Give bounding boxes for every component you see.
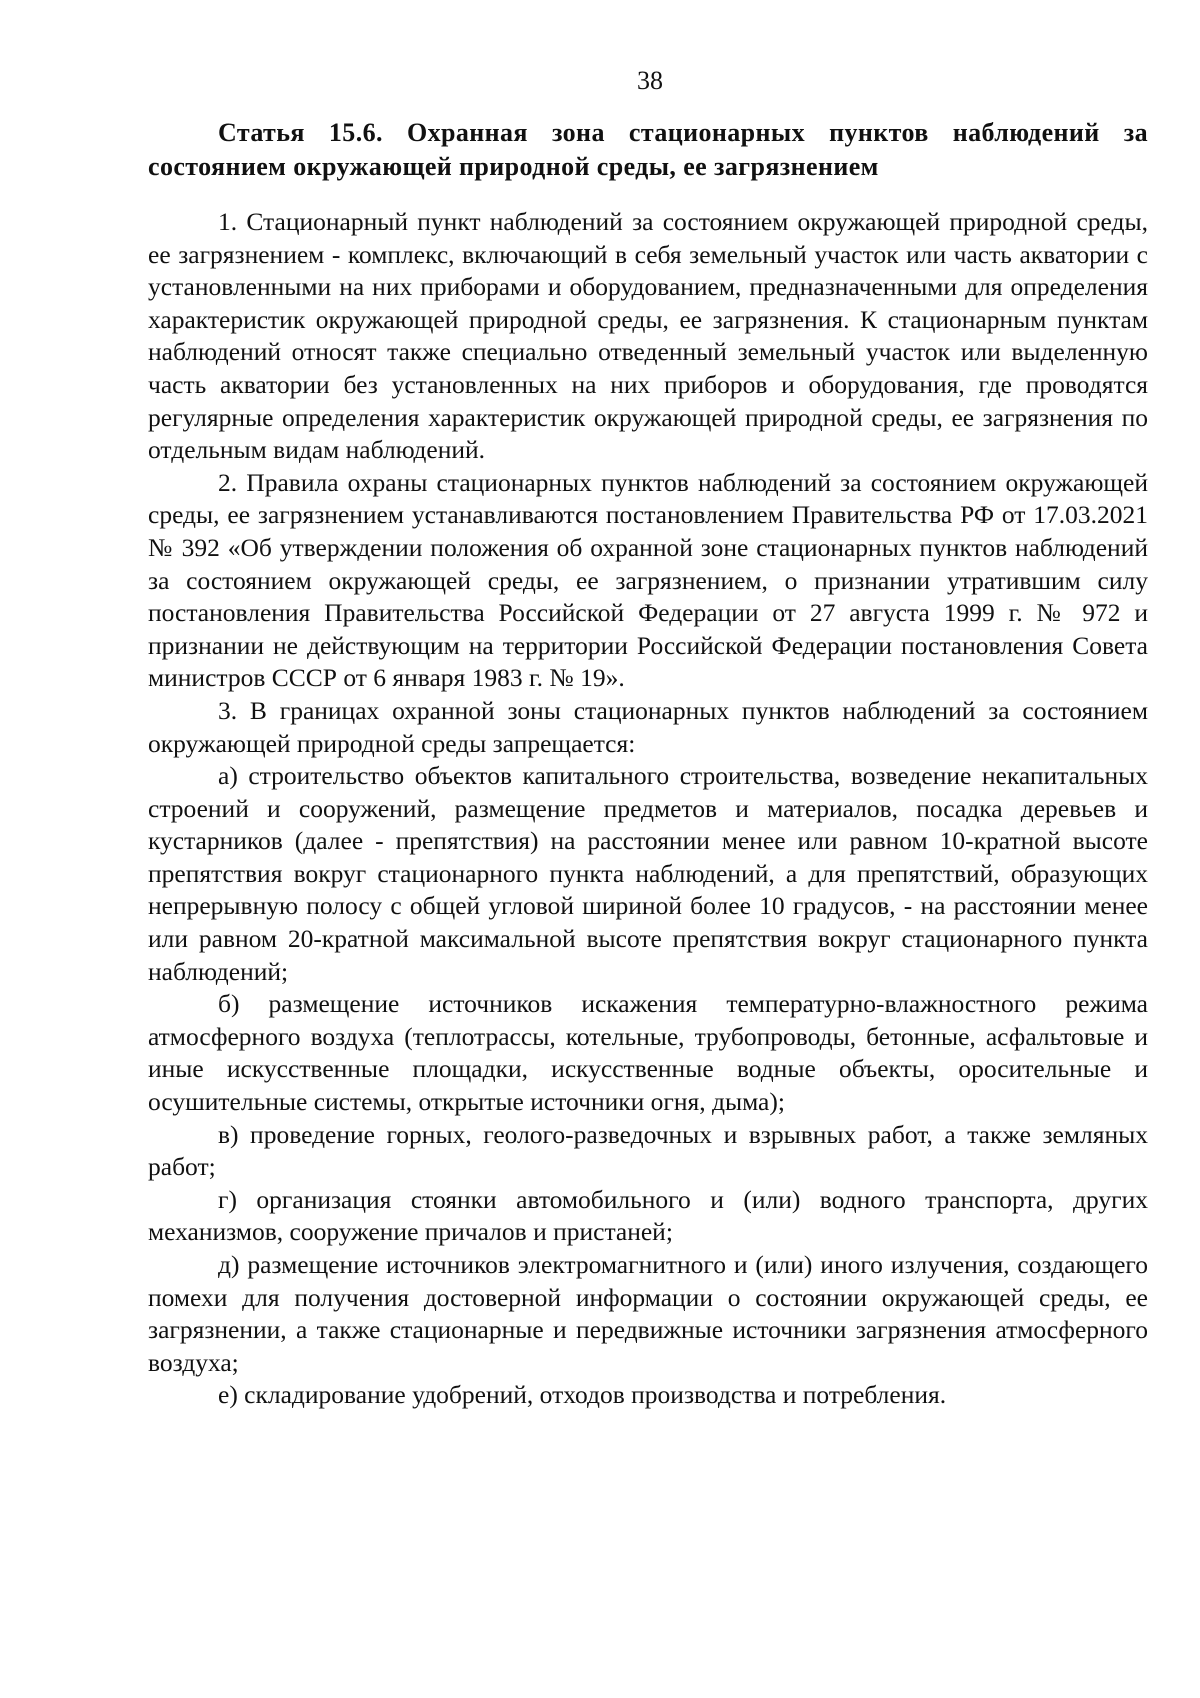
list-item-a: а) строительство объектов капитального строительства, возведение некапитальных строений и сооружений, размещение предметов и материалов, посадка деревьев и кустарников (далее - препятствия) на расстоянии менее или равном 10-кратной высоте препятствия вокруг стационарного пункта наблюдений, а для препятствий, образующих непрерывную полосу с общей угловой шириной более 10 градусов, - на расстоянии менее или равном 20-кратной максимальной высоте препятствия вокруг стационарного пункта наблюдений; [148,761,1148,986]
paragraph-1: 1. Стационарный пункт наблюдений за состоянием окружающей природной среды, ее загрязнением - комплекс, включающий в себя земельный участок или часть акватории с установленными на них приборами и оборудованием, предназначенными для определения характеристик окружающей природной среды, ее загрязнения. К стационарным пунктам наблюдений относят также специально отведенный земельный участок или выделенную часть акватории без установленных на них приборов и оборудования, где проводятся регулярные определения характеристик окружающей природной среды, ее загрязнения по отдельным видам наблюдений. [148,207,1148,465]
paragraph-2: 2. Правила охраны стационарных пунктов наблюдений за состоянием окружающей среды, ее загрязнением устанавливаются постановлением Правительства РФ от 17.03.2021 № 392 «Об утверждении положения об охранной зоне стационарных пунктов наблюдений за состоянием окружающей среды, ее загрязнением, о признании утратившим силу постановления Правительства Российской Федерации от 27 августа 1999 г. № 972 и признании не действующим на территории Российской Федерации постановления Совета министров СССР от 6 января 1983 г. № 19». [148,467,1148,693]
list-item-b: б) размещение источников искажения температурно-влажностного режима атмосферного воздуха (теплотрассы, котельные, трубопроводы, бетонные, асфальтовые и иные искусственные площадки, искусственные водные объекты, оросительные и осушительные системы, открытые источники огня, дыма); [148,989,1148,1117]
article-title: Статья 15.6. Охранная зона стационарных пунктов наблюдений за состоянием окружающей природной среды, ее загрязнением [148,118,1148,181]
list-item-g: г) организация стоянки автомобильного и (или) водного транспорта, других механизмов, сооружение причалов и пристаней; [148,1184,1148,1247]
list-item-e: е) складирование удобрений, отходов производства и потребления. [218,1380,947,1410]
paragraph-3: 3. В границах охранной зоны стационарных пунктов наблюдений за состоянием окружающей природной среды запрещается: [148,695,1148,758]
list-item-v: в) проведение горных, геолого-разведочных и взрывных работ, а также земляных работ; [148,1119,1148,1182]
page-number: 38 [637,66,663,95]
list-item-d: д) размещение источников электромагнитного и (или) иного излучения, создающего помехи для получения достоверной информации о состоянии окружающей среды, ее загрязнении, а также стационарные и передвижные источники загрязнения атмосферного воздуха; [148,1250,1148,1377]
page-content [148,116,1148,1412]
